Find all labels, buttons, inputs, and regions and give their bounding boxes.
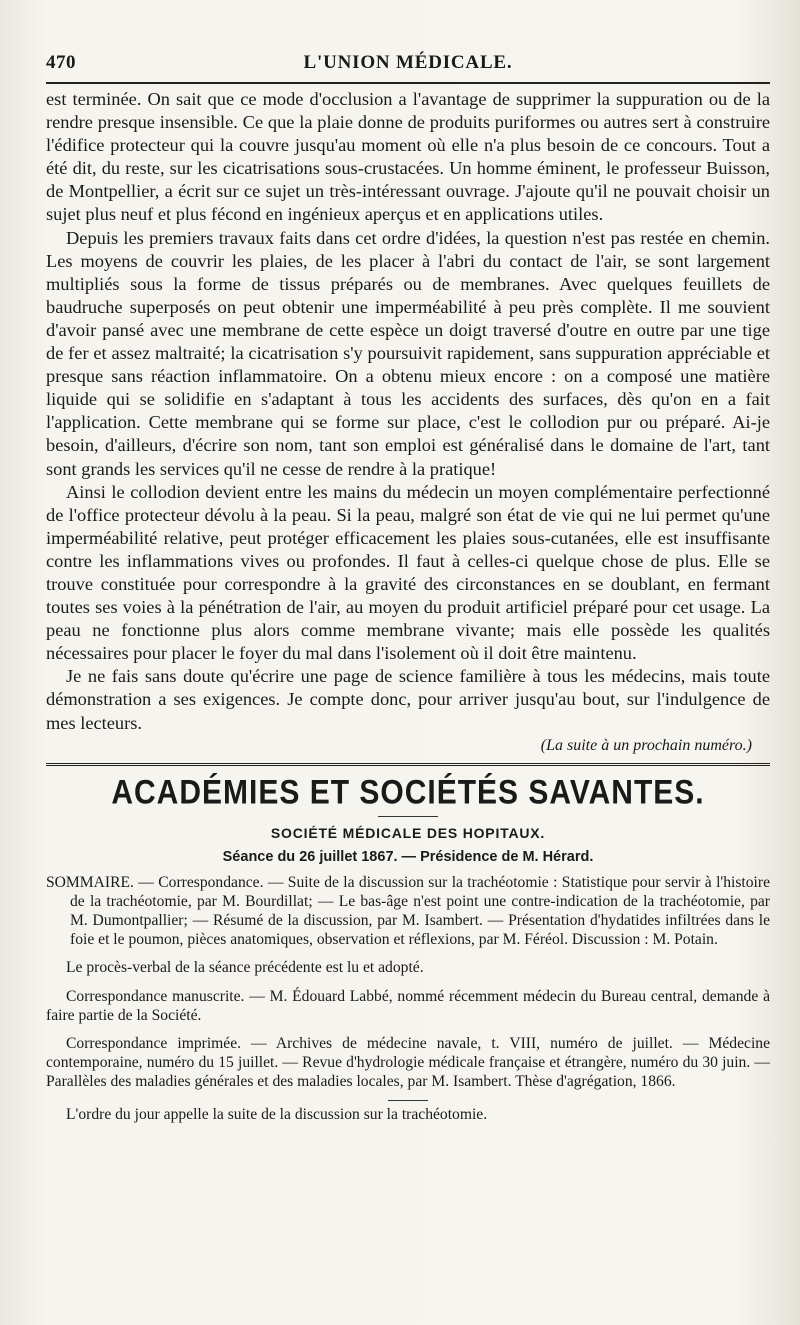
section-divider [46, 763, 770, 768]
body-paragraph: Depuis les premiers travaux faits dans cet ordre d'idées, la question n'est pas restée en chemin. Les moyens de couvrir les plaies, de les placer à l'abri du contact de l'air, se sont largement multipliés sous la forme de tissus préparés ou de membranes. Avec quelques feuillets de baudruche superposés on peut obtenir une imperméabilité à peu près complète. Il me souvient d'avoir pansé avec une membrane de cette espèce un doigt traversé d'outre en outre par une tige de fer et assez maltraité; la cicatrisation s'y poursuivit rapidement, sans suppuration appréciable et presque sans réaction inflammatoire. On a obtenu mieux encore : on a composé une matière liquide qui se solidifie en s'adaptant à tous les accidents des surfaces, dès qu'on en a fait l'application. Cette membrane qui se forme sur place, c'est le collodion pur ou préparé. Ai-je besoin, d'ailleurs, d'écrire son nom, tant son emploi est généralisé dans le domaine de l'art, tant sont grands les services qu'il ne cesse de rendre à la pratique! [46, 227, 770, 479]
body-paragraph: Ainsi le collodion devient entre les mains du médecin un moyen complémentaire perfectionné de l'office protecteur dévolu à la peau. Si la peau, malgré son état de vie qui ne lui permet qu'une imperméabilité relative, peut protéger efficacement les plaies sous-cutanées, elle est insuffisante contre les inflammations vives ou profondes. Il faut à celles-ci quelque chose de plus. Elle se trouve constituée pour correspondre à la gravité des circonstances en se doublant, en fermant toutes ses voies à la pénétration de l'air, au moyen du produit artificiel préparé pour cet usage. La peau ne fonctionne plus alors comme membrane vivante; mais elle possède les qualités nécessaires pour placer le foyer du mal dans l'isolement où il doit être maintenu. [46, 481, 770, 664]
body-paragraph: est terminée. On sait que ce mode d'occlusion a l'avantage de supprimer la suppuration ou de la rendre presque insensible. Ce que la plaie donne de produits puriformes ou autres sert à construire l'édifice protecteur qui la couvre jusqu'au moment où elle n'a plus besoin de ce concours. Tout a été dit, du reste, sur les cicatrisations sous-crustacées. Un homme éminent, le professeur Buisson, de Montpellier, a écrit sur ce sujet un très-intéressant ouvrage. J'ajoute qu'il ne pouvait choisir un sujet plus neuf et plus fécond en ingénieux aperçus et en applications utiles. [46, 89, 770, 225]
header-rule [46, 82, 770, 84]
article-body [46, 88, 770, 757]
society-title: SOCIÉTÉ MÉDICALE DES HOPITAUX. [270, 824, 546, 841]
title-rule [378, 816, 438, 817]
society-report [46, 873, 770, 1124]
correspondence-printed: Correspondance imprimée. — Archives de médecine navale, t. VIII, numéro de juillet. — Médecine contemporaine, numéro du 15 juillet. — Revue d'hydrologie médicale française et étrangère, numéro du 30 juin. — Parallèles des maladies générales et des maladies locales, par M. Isambert. Thèse d'agrégation, 1866. [46, 1035, 770, 1091]
page-header [46, 48, 770, 82]
agenda-paragraph: L'ordre du jour appelle la suite de la discussion sur la trachéotomie. [66, 1105, 488, 1123]
continuation-note: (La suite à un prochain numéro.) [540, 736, 752, 754]
minutes-paragraph: Le procès-verbal de la séance précédente est lu et adopté. [66, 959, 424, 977]
summary-paragraph: SOMMAIRE. — Correspondance. — Suite de la discussion sur la trachéotomie : Statistique pour servir à l'histoire de la trachéotomie, par M. Bourdillat; — Le bas-âge n'est point une contre-indication de la trachéotomie, par M. Dumontpallier; — Résumé de la discussion, par M. Isambert. — Présentation d'hydatides infiltrées dans le foie et le poumon, pièces anatomiques, observation et réflexions, par M. Féréol. Discussion : M. Potain. [46, 873, 770, 949]
page-number: 470 [46, 52, 76, 73]
session-line: Séance du 26 juillet 1867. — Présidence de M. Hérard. [222, 848, 594, 865]
section-title: ACADÉMIES ET SOCIÉTÉS SAVANTES. [111, 773, 705, 812]
body-paragraph: Je ne fais sans doute qu'écrire une page de science familière à tous les médecins, mais toute démonstration a ses exigences. Je compte donc, pour arriver jusqu'au bout, sur l'indulgence de mes lecteurs. [46, 666, 770, 733]
correspondence-manuscript: Correspondance manuscrite. — M. Édouard Labbé, nommé récemment médecin du Bureau central, demande à faire partie de la Société. [46, 987, 770, 1024]
small-divider [388, 1100, 428, 1101]
running-title: L'UNION MÉDICALE. [303, 52, 513, 73]
